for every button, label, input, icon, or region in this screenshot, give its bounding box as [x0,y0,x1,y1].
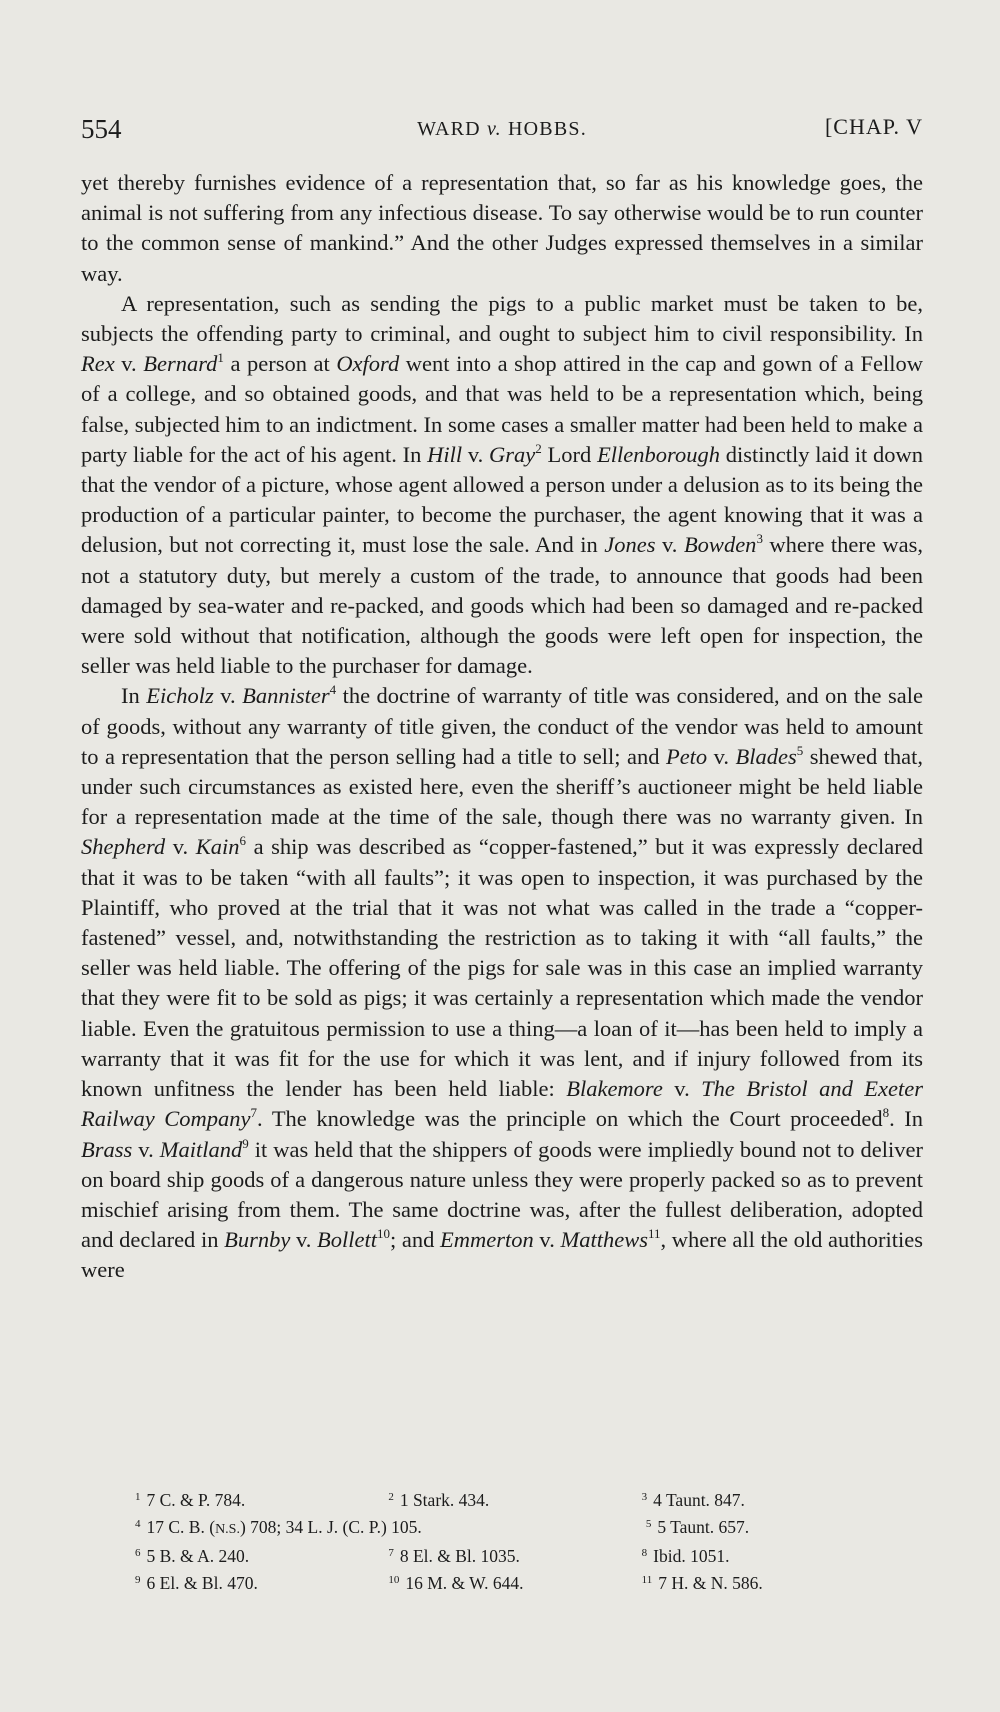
footnote-ref: 3 [756,531,763,547]
running-header [81,110,923,150]
footnote-ref: 9 [242,1135,249,1151]
footnote-row [135,1543,895,1570]
footnote-ref: 8 [882,1105,890,1121]
footnote: $^1$ 7 C. & P. 784. [135,1490,246,1510]
footnote-ref: 10 [377,1226,391,1242]
body-text [81,168,923,1286]
footnote-ref: 1 [217,350,224,366]
paragraph-1: yet thereby furnishes evidence of a representation that, so far as his knowledge goes, the animal is not suffering from any infectious disease. To say otherwise would be to run counter to the common sense of mankind.” And the other Judges expressed themselves in a similar way. [81,170,923,286]
footnote-row [135,1570,895,1597]
paragraph-2: A representation, such as sending the pigs to a public market must be taken to be, subjects the offending party to criminal, and ought to subject him to civil responsibility. In Rex v. Bernard$^1$ a person at Oxford went into a shop attired in the cap and gown of a Fellow of a college, and so obtained goods, and that was held to be a representation which, being false, subjected him to an indictment. In some cases a smaller matter had been held to make a party liable for the act of his agent. In Hill v. Gray$^2$ Lord Ellenborough distinctly laid it down that the vendor of a picture, whose agent allowed a person under a delusion as to its being the production of a particular painter, to become the purchaser, the agent knowing that it was a delusion, but not correcting it, must lose the sale. And in Jones v. Bowden$^3$ where there was, not a statutory duty, but merely a custom of the trade, to announce that goods had been damaged by sea-water and re-packed, and goods which had been so damaged and re-packed were sold without that notification, although the goods were left open for inspection, the seller was held liable to the purchaser for damage. [81,290,923,679]
footnote: $^7$ 8 El. & Bl. 1035. [388,1546,520,1566]
footnote-ref: 7 [250,1105,258,1121]
paragraph-3: In Eicholz v. Bannister$^4$ the doctrine of warranty of title was considered, and on the sale of goods, without any warranty of title given, the conduct of the vendor was held to amount to a representation that the person selling had a title to sell; and Peto v. Blades$^5$ shewed that, under such circumstances as existed here, even the sheriff’s auctioneer might be held liable for a representation made at the time of the sale, though there was no warranty given. In Shepherd v. Kain$^6$ a ship was described as “copper-fastened,” but it was expressly declared that it was to be taken “with all faults”; it was open to inspection, it was purchased by the Plaintiff, who proved at the trial that it was not what was called in the trade a “copper-fastened” vessel, and, notwithstanding the restriction as to taking it with “all faults,” the seller was held liable. The offering of the pigs for sale was in this case an implied warranty that they were fit to be sold as pigs; it was certainly a representation which made the vendor liable. Even the gratuitous permission to use a thing—a loan of it—has been held to imply a warranty that it was fit for the use for which it was lent, and if injury followed from its known unfitness the lender has been held liable: Blakemore v. The Bristol and Exeter Railway Company$^7$. The knowledge was the principle on which the Court proceeded$^8$. In Brass v. Maitland$^9$ it was held that the shippers of goods were impliedly bound not to deliver on board ship goods of a dangerous nature unless they were properly packed so as to prevent mischief arising from them. The same doctrine was, after the fullest deliberation, adopted and declared in Burnby v. Bollett$^{10}$; and Emmerton v. Matthews$^{11}$, where all the old authorities were [81,682,924,1283]
footnote: $^6$ 5 B. & A. 240. [135,1546,250,1566]
footnote: $^{10}$ 16 M. & W. 644. [388,1573,524,1593]
footnote: $^8$ Ibid. 1051. [641,1546,730,1566]
footnote-row [135,1487,895,1514]
footnote-ref: 2 [535,440,542,456]
footnote-ref: 11 [647,1226,661,1242]
footnote-ref: 5 [796,742,804,758]
footnote-ref: 6 [239,833,246,849]
page-number: 554 [81,114,122,144]
footnote: $^3$ 4 Taunt. 847. [641,1490,745,1510]
footnote-ref: 4 [329,682,337,698]
footnote-row [135,1514,895,1543]
footnotes [135,1487,895,1597]
footnote: $^5$ 5 Taunt. 657. [645,1517,750,1537]
footnote: $^4$ 17 C. B. (N.S.) 708; 34 L. J. (C. P.) 105. [135,1517,422,1537]
running-title: WARD v. HOBBS. [417,118,587,140]
footnote: $^{11}$ 7 H. & N. 586. [641,1573,763,1593]
footnote: $^9$ 6 El. & Bl. 470. [135,1573,258,1593]
footnote: $^2$ 1 Stark. 434. [388,1490,490,1510]
chapter-label: [CHAP. V [824,114,923,139]
